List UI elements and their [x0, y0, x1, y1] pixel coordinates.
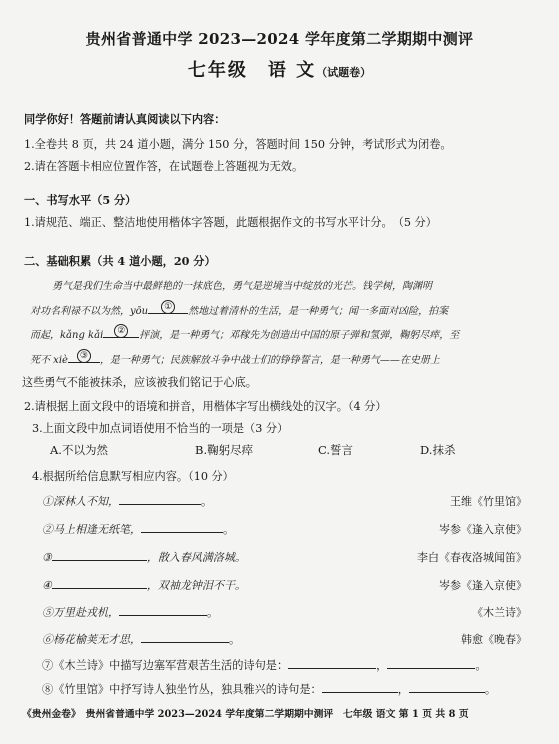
question-4: 4.根据所给信息默写相应内容。（10 分） — [32, 470, 234, 483]
option-a: A.不以为然 — [50, 443, 108, 457]
poem-source-2: 岑参《逢入京使》 — [439, 523, 527, 536]
poem-source-4: 岑参《逢入京使》 — [439, 579, 527, 592]
poem-line-6: ⑥杨花榆荚无才思， 。 — [42, 633, 241, 646]
notice-heading: 同学你好！答题前请认真阅读以下内容： — [24, 112, 226, 126]
option-c: C.誓言 — [318, 443, 354, 457]
answer-blank — [119, 493, 201, 505]
poem-line-text: ⑤万里赴戎机， — [42, 606, 119, 619]
question-4-7: ⑦《木兰诗》中描写边塞军营艰苦生活的诗句是： ， 。 — [42, 659, 487, 672]
poem-line-5: ⑤万里赴戎机， 。 — [42, 606, 219, 619]
notice-item-1: 1.全卷共 8 页，共 24 道小题，满分 150 分，答题时间 150 分钟，考试形式为闭卷。 — [24, 138, 452, 151]
passage-text: 然地过着清朴的生活，是一种勇气；闻一多面对凶险，拍案 — [188, 306, 449, 317]
answer-blank — [288, 657, 376, 669]
question-4-8: ⑧《竹里馆》中抒写诗人独坐竹丛，独具雅兴的诗句是： ， 。 — [42, 683, 497, 696]
poem-line-text: ③ — [42, 551, 52, 564]
poem-line-text: ⑥杨花榆荚无才思， — [42, 633, 141, 646]
subtitle-note: （试题卷） — [316, 66, 372, 79]
passage-line-1: 勇气是我们生命当中最鲜艳的一抹底色，勇气是逆境当中绽放的光芒。钱学树，陶渊明 — [52, 281, 432, 292]
poem-line-text: ①深林人不知， — [42, 495, 119, 508]
poem-source-3: 李白《春夜洛城闻笛》 — [417, 551, 527, 564]
page-footer: 《贵州金卷》 贵州省普通中学 2023—2024 学年度第二学期期中测评 七年级 语文 第 1 页 共 8 页 — [22, 709, 469, 720]
blank-marker-1: ① — [161, 300, 175, 314]
blank-marker-3: ③ — [77, 349, 91, 363]
poem-line-2: ②马上相逢无纸笔， 。 — [42, 523, 235, 536]
passage-text: 对功名利禄不以为然，yōu — [30, 306, 149, 317]
answer-blank — [119, 604, 207, 616]
poem-line-text: ④ — [42, 579, 52, 592]
option-d: D.抹杀 — [420, 443, 456, 457]
passage-text: 而起，kǎng kǎi — [30, 330, 104, 341]
answer-blank — [322, 681, 398, 693]
poem-line-tail: ，双袖龙钟泪不干。 — [146, 579, 246, 592]
answer-blank — [409, 681, 485, 693]
exam-title: 贵州省普通中学 2023—2024 学年度第二学期期中测评 — [85, 30, 474, 48]
blank-marker-2: ② — [114, 324, 128, 338]
section1-heading: 一、书写水平（5 分） — [24, 193, 137, 207]
subtitle-main: 七年级 语 文 — [187, 60, 317, 81]
answer-blank — [52, 577, 147, 589]
poem-source-6: 韩愈《晚春》 — [461, 633, 527, 646]
passage-text: 抨演，是一种勇气；邓稼先为创造出中国的原子弹和氢弹，鞠躬尽瘁，至 — [139, 330, 460, 341]
blank-1 — [148, 302, 188, 314]
answer-blank — [52, 549, 147, 561]
section2-heading: 二、基础积累（共 4 道小题，20 分） — [24, 254, 216, 268]
exam-subtitle — [0, 56, 559, 82]
blank-3 — [68, 351, 100, 363]
passage-line-5: 这些勇气不能被抹杀，应该被我们铭记于心底。 — [22, 376, 257, 389]
question-1: 1.请规范、端正、整洁地使用楷体字答题，此题根据作文的书写水平计分。 （5 分） — [24, 216, 437, 229]
question-3: 3.上面文段中加点词语使用不恰当的一项是（3 分） — [32, 422, 289, 435]
poem-source-1: 王维《竹里馆》 — [450, 495, 527, 508]
notice-item-2: 2.请在答题卡相应位置作答，在试题卷上答题视为无效。 — [24, 160, 304, 173]
answer-blank — [141, 631, 229, 643]
answer-blank — [141, 521, 223, 533]
poem-line-4 — [42, 577, 246, 593]
poem-line-1: ①深林人不知， 。 — [42, 495, 213, 508]
question-text: ⑧《竹里馆》中抒写诗人独坐竹丛，独具雅兴的诗句是： — [42, 683, 322, 696]
passage-text: 死不 xiè — [30, 355, 68, 366]
option-b: B.鞠躬尽瘁 — [195, 443, 254, 457]
passage-line-4 — [30, 351, 440, 366]
passage-line-3 — [30, 326, 459, 341]
poem-line-3 — [42, 549, 246, 565]
poem-source-5: 《木兰诗》 — [472, 606, 527, 619]
poem-line-tail: ，散入春风满洛城。 — [146, 551, 246, 564]
poem-line-text: ②马上相逢无纸笔， — [42, 523, 141, 536]
passage-text: ，是一种勇气；民族解放斗争中战士们的铮铮誓言，是一种勇气——在史册上 — [99, 355, 440, 366]
question-2: 2.请根据上面文段中的语境和拼音，用楷体字写出横线处的汉字。（4 分） — [24, 400, 387, 413]
question-text: ⑦《木兰诗》中描写边塞军营艰苦生活的诗句是： — [42, 659, 289, 672]
answer-blank — [387, 657, 475, 669]
passage-line-2 — [30, 302, 448, 317]
blank-2 — [103, 326, 139, 338]
